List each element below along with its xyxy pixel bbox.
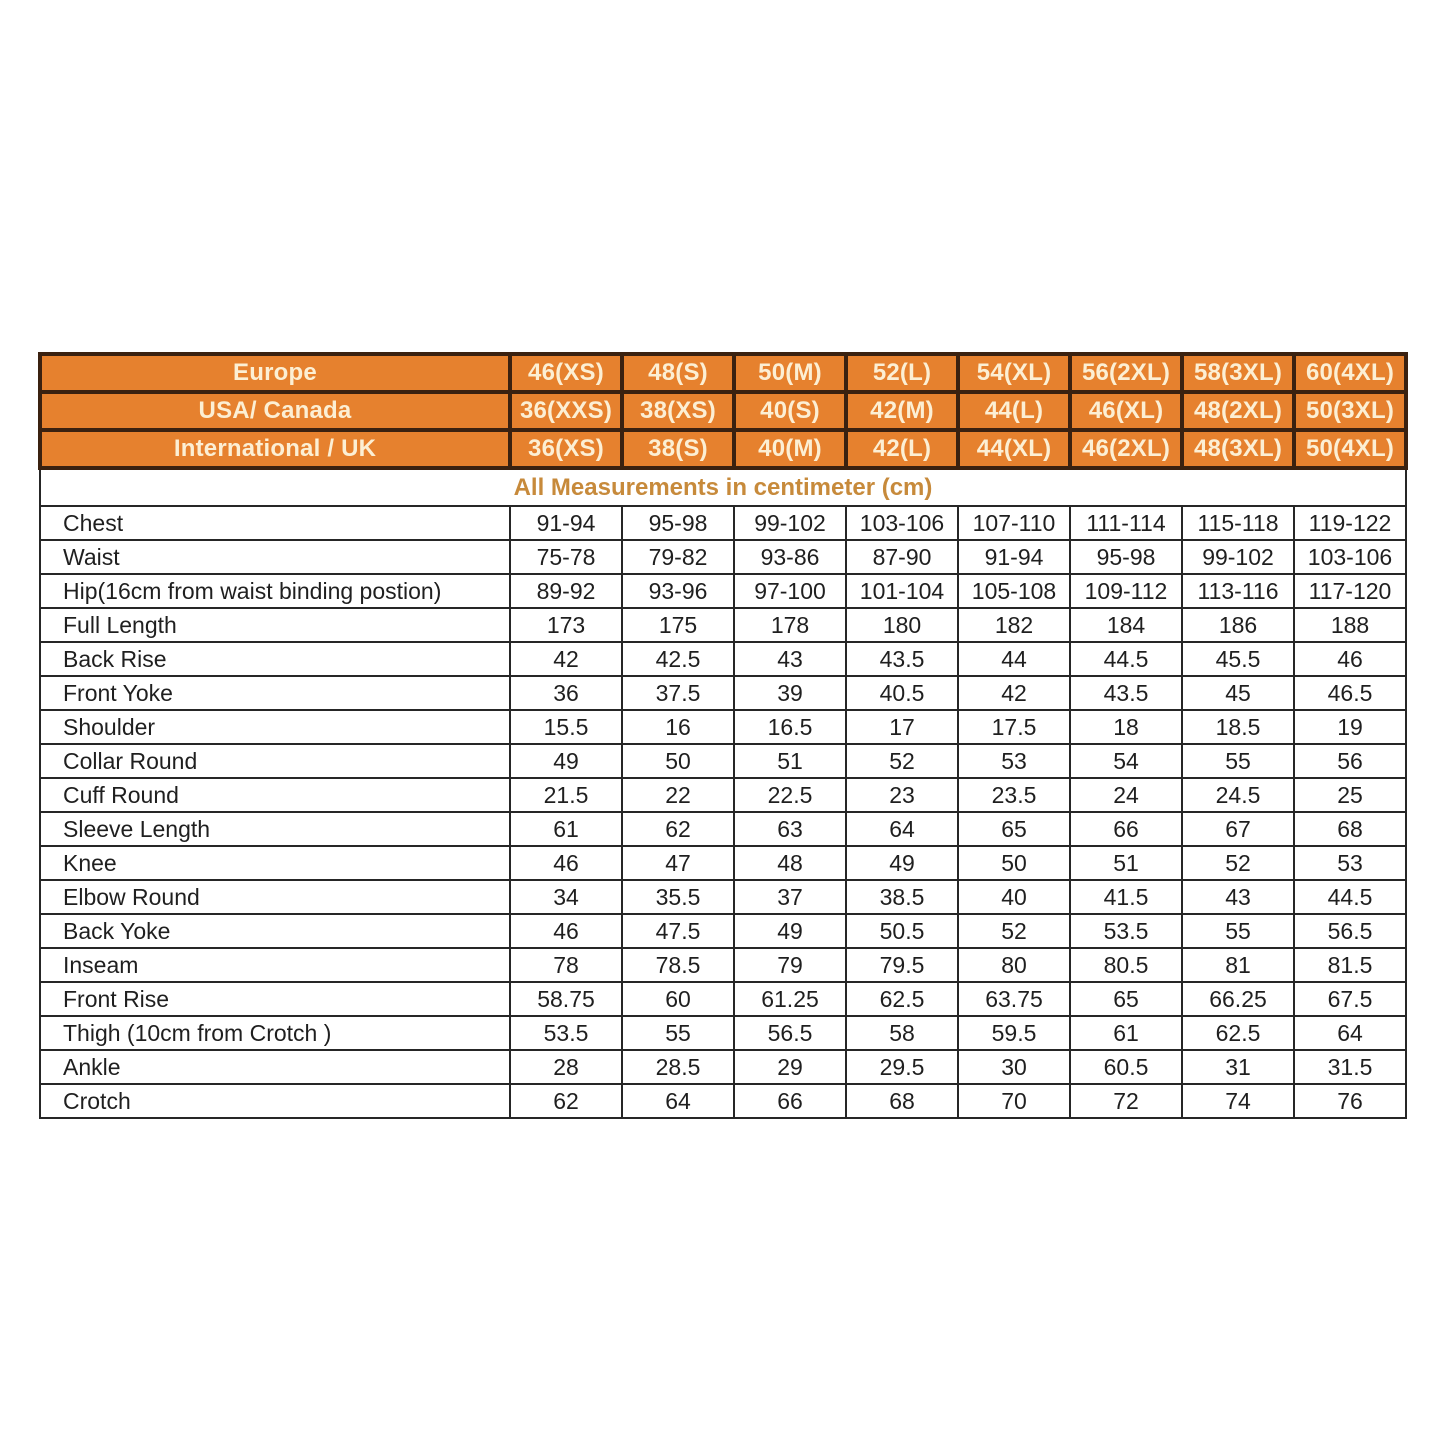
measurement-value: 76: [1294, 1084, 1406, 1118]
size-cell: 50(3XL): [1294, 392, 1406, 430]
measurement-label: Back Rise: [40, 642, 510, 676]
measurement-value: 79-82: [622, 540, 734, 574]
measurement-value: 66: [734, 1084, 846, 1118]
measurement-value: 63.75: [958, 982, 1070, 1016]
measurement-value: 35.5: [622, 880, 734, 914]
size-cell: 48(S): [622, 354, 734, 392]
size-cell: 50(M): [734, 354, 846, 392]
measurement-value: 23: [846, 778, 958, 812]
measurement-value: 44.5: [1070, 642, 1182, 676]
measurement-value: 49: [510, 744, 622, 778]
measurement-value: 68: [846, 1084, 958, 1118]
measurement-row: [40, 914, 1406, 948]
measurement-value: 99-102: [734, 506, 846, 540]
measurement-value: 52: [958, 914, 1070, 948]
measurement-label: Collar Round: [40, 744, 510, 778]
measurement-value: 62.5: [846, 982, 958, 1016]
measurement-value: 52: [846, 744, 958, 778]
measurement-value: 61.25: [734, 982, 846, 1016]
measurement-value: 17: [846, 710, 958, 744]
measurement-row: [40, 710, 1406, 744]
measurement-row: [40, 676, 1406, 710]
size-cell: 38(S): [622, 430, 734, 468]
measurement-value: 105-108: [958, 574, 1070, 608]
measurement-row: [40, 506, 1406, 540]
measurement-value: 40.5: [846, 676, 958, 710]
measurement-value: 68: [1294, 812, 1406, 846]
measurement-value: 72: [1070, 1084, 1182, 1118]
measurement-label: Hip(16cm from waist binding postion): [40, 574, 510, 608]
region-label: Europe: [40, 354, 510, 392]
measurement-value: 119-122: [1294, 506, 1406, 540]
measurement-value: 184: [1070, 608, 1182, 642]
measurement-value: 81.5: [1294, 948, 1406, 982]
measurement-value: 60: [622, 982, 734, 1016]
size-header-row: [40, 354, 1406, 392]
measurement-value: 55: [1182, 744, 1294, 778]
measurement-value: 59.5: [958, 1016, 1070, 1050]
measurement-value: 178: [734, 608, 846, 642]
measurement-label: Full Length: [40, 608, 510, 642]
note-row: [40, 468, 1406, 506]
measurement-value: 62: [622, 812, 734, 846]
measurement-value: 61: [1070, 1016, 1182, 1050]
measurement-value: 42.5: [622, 642, 734, 676]
measurement-value: 56.5: [1294, 914, 1406, 948]
measurement-label: Elbow Round: [40, 880, 510, 914]
measurement-value: 103-106: [1294, 540, 1406, 574]
measurement-label: Sleeve Length: [40, 812, 510, 846]
measurement-value: 62: [510, 1084, 622, 1118]
measurement-value: 25: [1294, 778, 1406, 812]
measurement-value: 41.5: [1070, 880, 1182, 914]
measurements-note: All Measurements in centimeter (cm): [40, 468, 1406, 506]
measurement-value: 60.5: [1070, 1050, 1182, 1084]
measurement-value: 39: [734, 676, 846, 710]
measurement-value: 38.5: [846, 880, 958, 914]
measurement-value: 16.5: [734, 710, 846, 744]
measurement-value: 63: [734, 812, 846, 846]
measurement-value: 30: [958, 1050, 1070, 1084]
measurement-value: 58.75: [510, 982, 622, 1016]
size-cell: 40(M): [734, 430, 846, 468]
measurement-value: 67.5: [1294, 982, 1406, 1016]
measurement-value: 109-112: [1070, 574, 1182, 608]
measurement-value: 80.5: [1070, 948, 1182, 982]
measurement-row: [40, 1050, 1406, 1084]
measurement-value: 74: [1182, 1084, 1294, 1118]
measurement-value: 43.5: [846, 642, 958, 676]
size-cell: 44(XL): [958, 430, 1070, 468]
measurement-value: 53: [1294, 846, 1406, 880]
measurement-value: 67: [1182, 812, 1294, 846]
measurement-value: 50: [958, 846, 1070, 880]
measurement-value: 43.5: [1070, 676, 1182, 710]
measurement-row: [40, 880, 1406, 914]
measurement-value: 70: [958, 1084, 1070, 1118]
measurement-value: 47.5: [622, 914, 734, 948]
measurement-value: 188: [1294, 608, 1406, 642]
measurement-value: 180: [846, 608, 958, 642]
measurement-value: 22.5: [734, 778, 846, 812]
measurement-value: 43: [734, 642, 846, 676]
measurement-value: 95-98: [622, 506, 734, 540]
measurement-value: 95-98: [1070, 540, 1182, 574]
size-cell: 48(3XL): [1182, 430, 1294, 468]
measurement-value: 65: [958, 812, 1070, 846]
measurement-value: 44.5: [1294, 880, 1406, 914]
measurement-row: [40, 642, 1406, 676]
size-cell: 46(2XL): [1070, 430, 1182, 468]
measurement-value: 56: [1294, 744, 1406, 778]
measurement-value: 51: [1070, 846, 1182, 880]
measurement-value: 55: [1182, 914, 1294, 948]
measurement-value: 49: [846, 846, 958, 880]
size-header-row: [40, 392, 1406, 430]
measurement-value: 75-78: [510, 540, 622, 574]
measurement-value: 56.5: [734, 1016, 846, 1050]
measurement-value: 54: [1070, 744, 1182, 778]
measurement-value: 101-104: [846, 574, 958, 608]
size-cell: 60(4XL): [1294, 354, 1406, 392]
measurement-value: 103-106: [846, 506, 958, 540]
measurement-value: 18.5: [1182, 710, 1294, 744]
measurement-value: 21.5: [510, 778, 622, 812]
measurement-label: Knee: [40, 846, 510, 880]
size-chart-table: [38, 352, 1408, 1119]
measurement-label: Front Rise: [40, 982, 510, 1016]
measurement-value: 34: [510, 880, 622, 914]
measurement-value: 16: [622, 710, 734, 744]
measurement-label: Back Yoke: [40, 914, 510, 948]
measurement-value: 53.5: [1070, 914, 1182, 948]
measurement-value: 80: [958, 948, 1070, 982]
measurement-value: 78: [510, 948, 622, 982]
measurement-value: 17.5: [958, 710, 1070, 744]
measurement-label: Crotch: [40, 1084, 510, 1118]
measurement-value: 37.5: [622, 676, 734, 710]
size-cell: 54(XL): [958, 354, 1070, 392]
measurement-value: 50: [622, 744, 734, 778]
size-cell: 42(L): [846, 430, 958, 468]
measurement-label: Thigh (10cm from Crotch ): [40, 1016, 510, 1050]
measurement-value: 31: [1182, 1050, 1294, 1084]
measurement-value: 97-100: [734, 574, 846, 608]
measurement-value: 79: [734, 948, 846, 982]
measurement-value: 93-96: [622, 574, 734, 608]
measurement-value: 81: [1182, 948, 1294, 982]
measurement-label: Front Yoke: [40, 676, 510, 710]
measurement-value: 45.5: [1182, 642, 1294, 676]
measurement-value: 37: [734, 880, 846, 914]
size-cell: 40(S): [734, 392, 846, 430]
measurement-row: [40, 574, 1406, 608]
size-cell: 58(3XL): [1182, 354, 1294, 392]
region-label: International / UK: [40, 430, 510, 468]
measurement-value: 46.5: [1294, 676, 1406, 710]
measurement-value: 48: [734, 846, 846, 880]
measurement-value: 53: [958, 744, 1070, 778]
measurement-value: 79.5: [846, 948, 958, 982]
measurement-value: 22: [622, 778, 734, 812]
measurement-value: 43: [1182, 880, 1294, 914]
measurement-value: 52: [1182, 846, 1294, 880]
measurement-value: 117-120: [1294, 574, 1406, 608]
measurement-value: 91-94: [958, 540, 1070, 574]
measurement-value: 44: [958, 642, 1070, 676]
measurement-label: Chest: [40, 506, 510, 540]
measurement-value: 36: [510, 676, 622, 710]
measurement-row: [40, 982, 1406, 1016]
measurement-value: 175: [622, 608, 734, 642]
measurement-value: 93-86: [734, 540, 846, 574]
region-label: USA/ Canada: [40, 392, 510, 430]
size-header: [40, 354, 1406, 468]
measurement-value: 50.5: [846, 914, 958, 948]
measurement-value: 107-110: [958, 506, 1070, 540]
measurement-value: 58: [846, 1016, 958, 1050]
measurement-value: 42: [510, 642, 622, 676]
measurement-value: 113-116: [1182, 574, 1294, 608]
size-cell: 44(L): [958, 392, 1070, 430]
size-cell: 36(XS): [510, 430, 622, 468]
measurement-value: 42: [958, 676, 1070, 710]
measurements-body: [40, 506, 1406, 1118]
measurement-value: 29: [734, 1050, 846, 1084]
measurement-value: 65: [1070, 982, 1182, 1016]
size-cell: 38(XS): [622, 392, 734, 430]
measurement-label: Ankle: [40, 1050, 510, 1084]
measurement-value: 28.5: [622, 1050, 734, 1084]
measurement-value: 111-114: [1070, 506, 1182, 540]
measurement-row: [40, 948, 1406, 982]
measurement-row: [40, 540, 1406, 574]
measurement-value: 186: [1182, 608, 1294, 642]
size-cell: 46(XS): [510, 354, 622, 392]
measurement-value: 24.5: [1182, 778, 1294, 812]
measurement-value: 55: [622, 1016, 734, 1050]
note-section: [40, 468, 1406, 506]
measurement-value: 28: [510, 1050, 622, 1084]
measurement-value: 19: [1294, 710, 1406, 744]
measurement-value: 62.5: [1182, 1016, 1294, 1050]
measurement-value: 46: [510, 846, 622, 880]
measurement-value: 46: [510, 914, 622, 948]
measurement-value: 53.5: [510, 1016, 622, 1050]
measurement-value: 78.5: [622, 948, 734, 982]
measurement-value: 45: [1182, 676, 1294, 710]
measurement-value: 61: [510, 812, 622, 846]
size-cell: 52(L): [846, 354, 958, 392]
measurement-value: 18: [1070, 710, 1182, 744]
measurement-value: 89-92: [510, 574, 622, 608]
measurement-value: 15.5: [510, 710, 622, 744]
measurement-value: 46: [1294, 642, 1406, 676]
size-cell: 50(4XL): [1294, 430, 1406, 468]
measurement-value: 115-118: [1182, 506, 1294, 540]
size-cell: 46(XL): [1070, 392, 1182, 430]
measurement-label: Waist: [40, 540, 510, 574]
size-cell: 42(M): [846, 392, 958, 430]
measurement-label: Inseam: [40, 948, 510, 982]
size-cell: 48(2XL): [1182, 392, 1294, 430]
measurement-value: 23.5: [958, 778, 1070, 812]
measurement-value: 64: [846, 812, 958, 846]
size-cell: 56(2XL): [1070, 354, 1182, 392]
measurement-value: 51: [734, 744, 846, 778]
measurement-row: [40, 1084, 1406, 1118]
measurement-value: 173: [510, 608, 622, 642]
measurement-value: 87-90: [846, 540, 958, 574]
measurement-value: 29.5: [846, 1050, 958, 1084]
measurement-label: Shoulder: [40, 710, 510, 744]
measurement-value: 182: [958, 608, 1070, 642]
size-header-row: [40, 430, 1406, 468]
measurement-row: [40, 744, 1406, 778]
measurement-row: [40, 1016, 1406, 1050]
measurement-value: 24: [1070, 778, 1182, 812]
measurement-value: 99-102: [1182, 540, 1294, 574]
size-cell: 36(XXS): [510, 392, 622, 430]
measurement-value: 64: [1294, 1016, 1406, 1050]
measurement-value: 66: [1070, 812, 1182, 846]
measurement-row: [40, 812, 1406, 846]
measurement-row: [40, 778, 1406, 812]
measurement-value: 91-94: [510, 506, 622, 540]
measurement-value: 49: [734, 914, 846, 948]
measurement-value: 64: [622, 1084, 734, 1118]
measurement-value: 40: [958, 880, 1070, 914]
measurement-row: [40, 846, 1406, 880]
measurement-label: Cuff Round: [40, 778, 510, 812]
measurement-value: 31.5: [1294, 1050, 1406, 1084]
measurement-value: 47: [622, 846, 734, 880]
measurement-value: 66.25: [1182, 982, 1294, 1016]
measurement-row: [40, 608, 1406, 642]
